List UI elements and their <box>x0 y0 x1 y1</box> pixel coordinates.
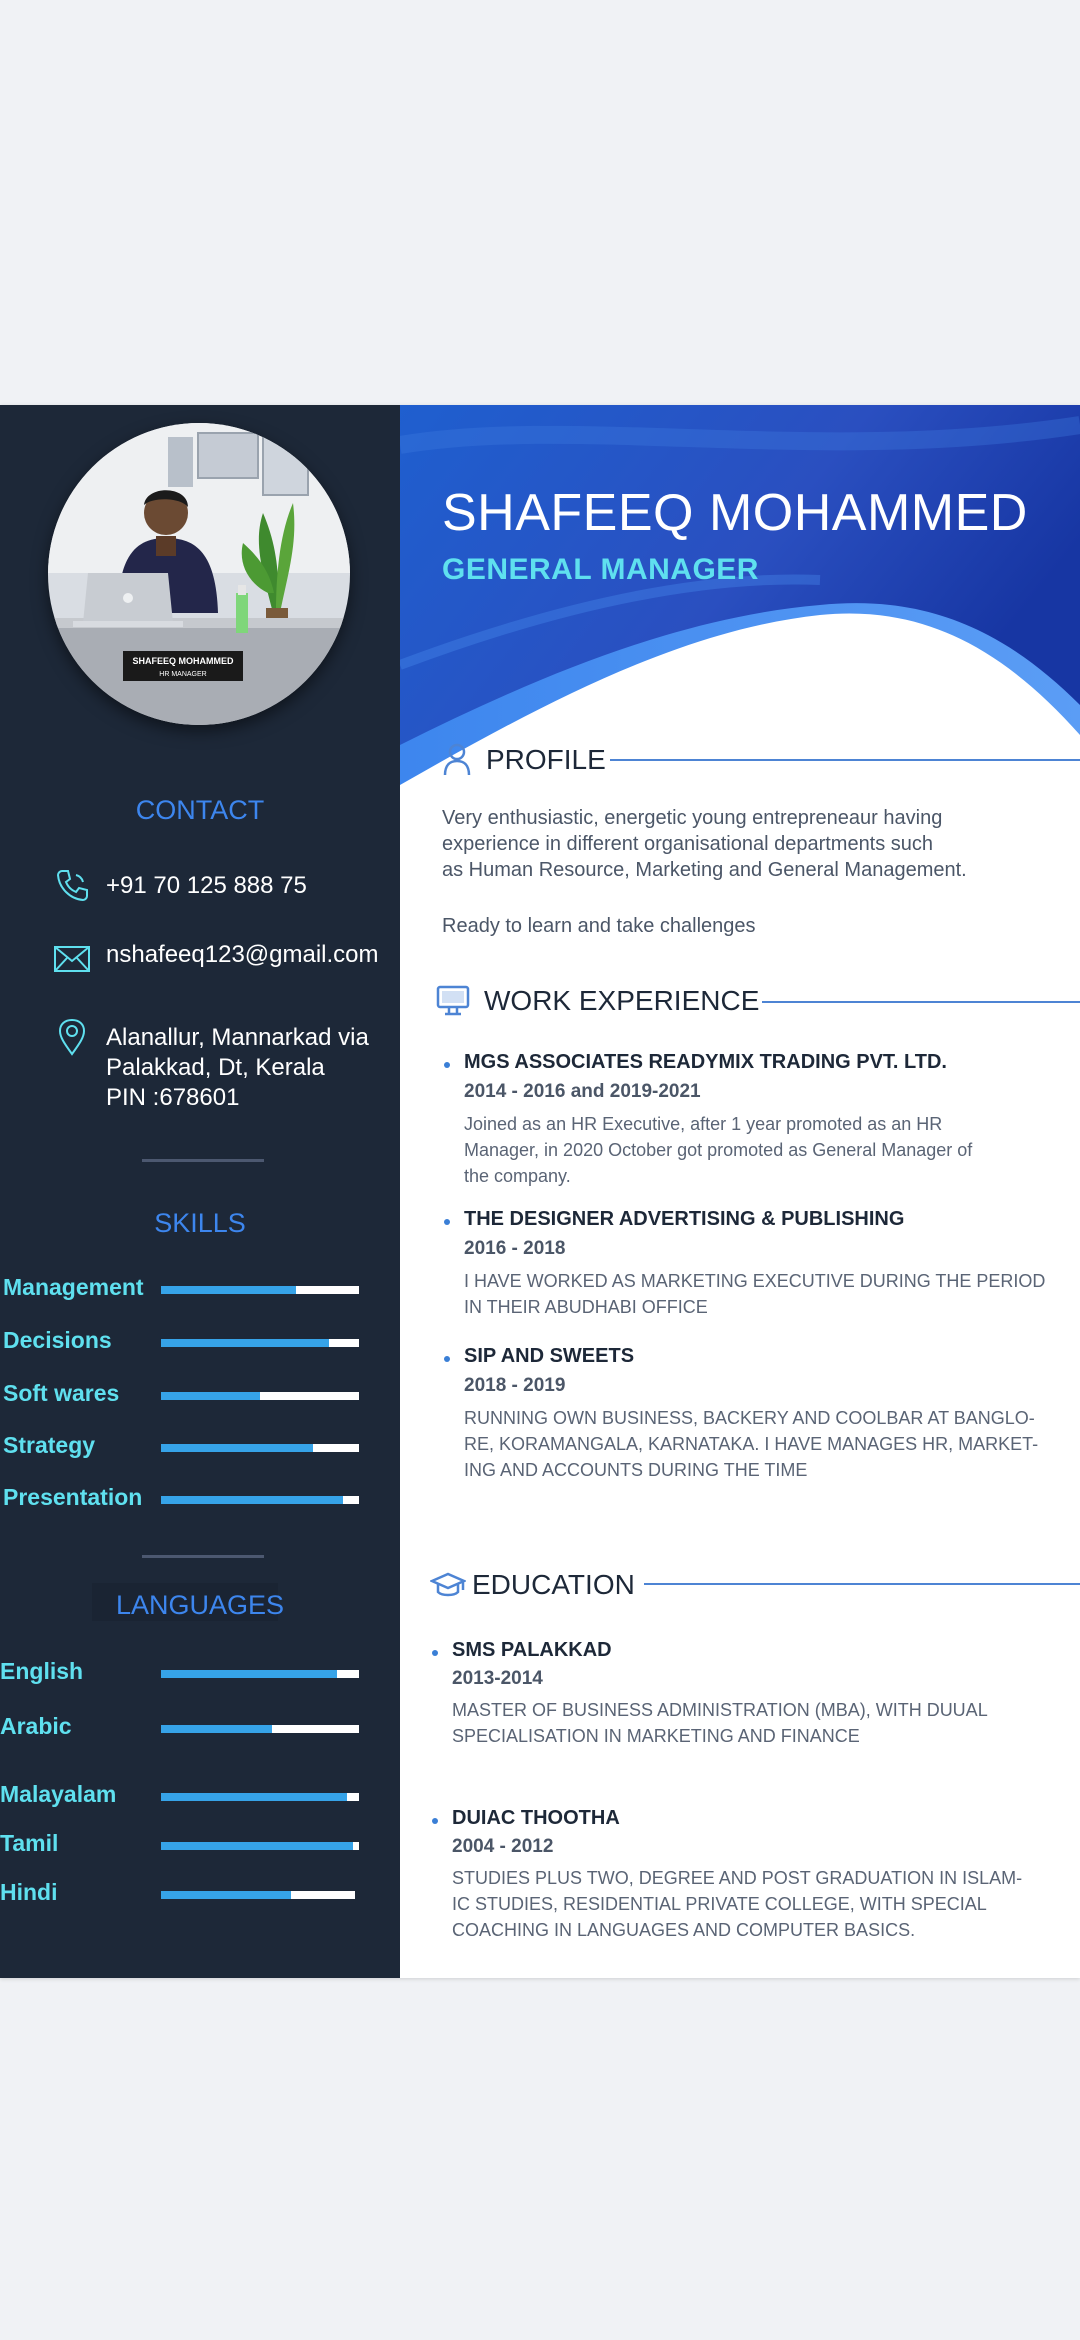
education-desc-line: MASTER OF BUSINESS ADMINISTRATION (MBA), WITH DUUAL <box>452 1700 988 1720</box>
header-wave-background <box>400 405 1080 785</box>
resume-document <box>0 405 1080 1978</box>
profile-line-2: experience in different organisational departments such <box>442 833 934 855</box>
skill-level-fill <box>161 1496 343 1504</box>
language-level-bar <box>161 1842 359 1850</box>
skill-level-fill <box>161 1286 296 1294</box>
job-desc-line: RE, KORAMANGALA, KARNATAKA. I HAVE MANAGES HR, MARKET- <box>464 1434 1039 1454</box>
candidate-name: SHAFEEQ MOHAMMED <box>442 484 1028 542</box>
resume-sidebar <box>0 405 400 1978</box>
resume-main <box>400 405 1080 1978</box>
skill-label: Decisions <box>3 1327 112 1353</box>
language-label: Tamil <box>0 1830 59 1856</box>
section-rule <box>762 1001 1080 1003</box>
education-dates: 2004 - 2012 <box>452 1836 554 1857</box>
candidate-role: GENERAL MANAGER <box>442 553 759 586</box>
education-desc-line: SPECIALISATION IN MARKETING AND FINANCE <box>452 1726 860 1746</box>
work-section-header <box>436 985 759 1017</box>
education-desc-line: IC STUDIES, RESIDENTIAL PRIVATE COLLEGE, WITH SPECIAL <box>452 1894 987 1914</box>
address-line1: Alanallur, Mannarkad via <box>106 1024 369 1051</box>
language-label: Hindi <box>0 1879 58 1905</box>
language-level-fill <box>161 1793 347 1801</box>
education-heading: EDUCATION <box>472 1569 635 1600</box>
education-title: DUIAC THOOTHA <box>452 1807 620 1829</box>
job-desc-line: ING AND ACCOUNTS DURING THE TIME <box>464 1460 808 1480</box>
skill-label: Soft wares <box>3 1380 120 1406</box>
skill-level-bar <box>161 1286 359 1294</box>
phone-text: +91 70 125 888 75 <box>106 872 307 899</box>
language-label: English <box>0 1658 84 1684</box>
skill-level-bar <box>161 1496 359 1504</box>
person-icon <box>442 743 472 777</box>
sidebar-divider <box>142 1555 264 1558</box>
education-title: SMS PALAKKAD <box>452 1639 612 1661</box>
job-desc-line: IN THEIR ABUDHABI OFFICE <box>464 1297 708 1317</box>
education-bullet <box>432 1818 438 1824</box>
skill-level-bar <box>161 1392 359 1400</box>
address-line3: PIN :678601 <box>106 1084 240 1111</box>
job-desc-line: RUNNING OWN BUSINESS, BACKERY AND COOLBAR AT BANGLO- <box>464 1408 1035 1428</box>
address-line2: Palakkad, Dt, Kerala <box>106 1054 325 1081</box>
graduation-cap-icon <box>430 1570 466 1600</box>
profile-heading: PROFILE <box>486 744 606 775</box>
job-title: MGS ASSOCIATES READYMIX TRADING PVT. LTD. <box>464 1051 947 1073</box>
contact-email <box>52 938 379 978</box>
contact-address <box>52 1017 369 1113</box>
language-level-fill <box>161 1842 353 1850</box>
email-text: nshafeeq123@gmail.com <box>106 941 379 968</box>
work-heading: WORK EXPERIENCE <box>484 985 760 1016</box>
job-desc-line: the company. <box>464 1166 571 1186</box>
sidebar-divider <box>142 1159 264 1162</box>
section-rule <box>644 1583 1080 1585</box>
phone-icon <box>52 865 92 905</box>
profile-photo <box>48 423 350 725</box>
profile-line-3: as Human Resource, Marketing and General Management. <box>442 859 967 881</box>
language-level-bar <box>161 1670 359 1678</box>
skills-heading: SKILLS <box>154 1208 246 1238</box>
education-desc-line: STUDIES PLUS TWO, DEGREE AND POST GRADUATION IN ISLAM- <box>452 1868 1023 1888</box>
skill-level-fill <box>161 1444 313 1452</box>
language-label: Malayalam <box>0 1781 117 1807</box>
location-pin-icon <box>52 1017 92 1057</box>
language-level-fill <box>161 1891 291 1899</box>
profile-section-header <box>442 743 606 777</box>
profile-line-1: Very enthusiastic, energetic young entrepreneaur having <box>442 807 943 829</box>
education-dates: 2013-2014 <box>452 1668 543 1689</box>
job-dates: 2018 - 2019 <box>464 1375 566 1396</box>
office-photo-illustration <box>48 423 350 725</box>
language-level-bar <box>161 1793 359 1801</box>
job-dates: 2014 - 2016 and 2019-2021 <box>464 1081 701 1102</box>
contact-phone <box>52 865 307 905</box>
job-desc-line: Joined as an HR Executive, after 1 year promoted as an HR <box>464 1114 943 1134</box>
skill-level-bar <box>161 1339 359 1347</box>
envelope-icon <box>52 938 92 978</box>
language-level-fill <box>161 1670 337 1678</box>
job-title: THE DESIGNER ADVERTISING & PUBLISHING <box>464 1208 905 1230</box>
skill-level-fill <box>161 1392 260 1400</box>
svg-text:SHAFEEQ MOHAMMED: SHAFEEQ MOHAMMED <box>132 656 234 666</box>
language-label: Arabic <box>0 1713 72 1739</box>
section-rule <box>610 759 1080 761</box>
job-bullet <box>444 1219 450 1225</box>
skill-label: Strategy <box>3 1432 96 1458</box>
address-text <box>106 1023 369 1113</box>
svg-text:HR MANAGER: HR MANAGER <box>159 671 207 678</box>
skill-level-bar <box>161 1444 359 1452</box>
education-desc-line: COACHING IN LANGUAGES AND COMPUTER BASICS. <box>452 1920 916 1940</box>
job-dates: 2016 - 2018 <box>464 1238 566 1259</box>
job-title: SIP AND SWEETS <box>464 1345 635 1367</box>
language-level-fill <box>161 1725 272 1733</box>
language-level-bar <box>161 1725 359 1733</box>
contact-heading: CONTACT <box>135 795 265 825</box>
skill-label: Management <box>3 1274 144 1300</box>
education-section-header <box>430 1569 635 1601</box>
monitor-icon <box>436 985 470 1017</box>
profile-line-4: Ready to learn and take challenges <box>442 915 756 937</box>
job-desc-line: I HAVE WORKED AS MARKETING EXECUTIVE DURING THE PERIOD <box>464 1271 1046 1291</box>
job-bullet <box>444 1062 450 1068</box>
languages-heading: LANGUAGES <box>115 1590 285 1620</box>
job-desc-line: Manager, in 2020 October got promoted as General Manager of <box>464 1140 973 1160</box>
language-level-bar <box>161 1891 355 1899</box>
skill-label: Presentation <box>3 1484 143 1510</box>
skill-level-fill <box>161 1339 329 1347</box>
job-bullet <box>444 1356 450 1362</box>
education-bullet <box>432 1650 438 1656</box>
